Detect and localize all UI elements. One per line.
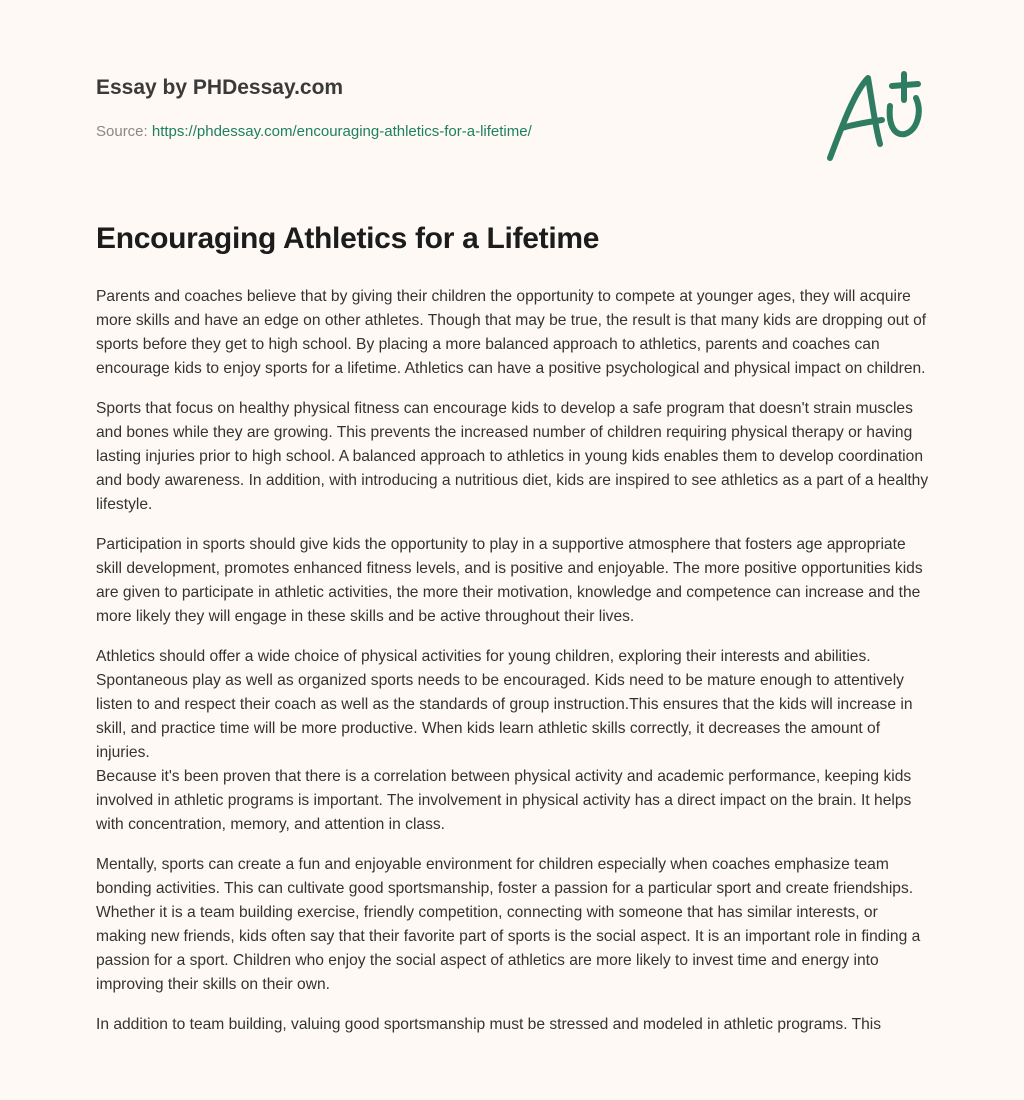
paragraph: Sports that focus on healthy physical fitness can encourage kids to develop a safe program that doesn't strain muscles and bones while they are growing. This prevents the increased number of children requiring physical therapy or having lasting injuries prior to high school. A balanced approach to athletics in young kids enables them to develop coordination and body awareness. In addition, with introducing a nutritious diet, kids are inspired to see athletics as a part of a healthy lifestyle.	[96, 400, 929, 513]
source-line	[96, 123, 532, 140]
paragraph-part: Because it's been proven that there is a correlation between physical activity and academic performance, keeping kids involved in athletic programs is important. The involvement in physical activity has a direct impact on the brain. It helps with concentration, memory, and attention in class.	[96, 768, 912, 833]
paragraph	[96, 645, 932, 837]
source-link[interactable]: https://phdessay.com/encouraging-athletics-for-a-lifetime/	[151, 123, 532, 140]
a-plus-logo-icon	[820, 66, 930, 166]
essay-body	[96, 285, 932, 1053]
essay-title: Encouraging Athletics for a Lifetime	[96, 222, 600, 255]
paragraph: Parents and coaches believe that by giving their children the opportunity to compete at younger ages, they will acquire more skills and have an edge on other athletes. Though that may be true, the result is that many kids are dropping out of sports before they get to high school. By placing a more balanced approach to athletics, parents and coaches can encourage kids to enjoy sports for a lifetime. Athletics can have a positive psychological and physical impact on children.	[96, 288, 927, 377]
source-label: Source:	[96, 123, 152, 140]
paragraph: In addition to team building, valuing good sportsmanship must be stressed and modeled in athletic programs. This	[96, 1016, 882, 1033]
paragraph: Participation in sports should give kids the opportunity to play in a supportive atmosphere that fosters age appropriate skill development, promotes enhanced fitness levels, and is positive and enjoyable. The more positive opportunities kids are given to participate in athletic activities, the more their motivation, knowledge and competence can increase and the more likely they will engage in these skills and be active throughout their lives.	[96, 536, 923, 625]
site-brand: Essay by PHDessay.com	[96, 76, 344, 99]
paragraph-part: Athletics should offer a wide choice of physical activities for young children, exploring their interests and abilities. Spontaneous play as well as organized sports needs to be encouraged. Kids need to be mature enough to attentively listen to and respect their coach as well as the standards of group instruction.This ensures that the kids will increase in skill, and practice time will be more productive. When kids learn athletic skills correctly, it decreases the amount of injuries.	[96, 648, 913, 761]
paragraph: Mentally, sports can create a fun and enjoyable environment for children especially when coaches emphasize team bonding activities. This can cultivate good sportsmanship, foster a passion for a particular sport and create friendships. Whether it is a team building exercise, friendly competition, connecting with someone that has similar interests, or making new friends, kids often say that their favorite part of sports is the social aspect. It is an important role in finding a passion for a sport. Children who enjoy the social aspect of athletics are more likely to invest time and energy into improving their skills on their own.	[96, 856, 921, 993]
